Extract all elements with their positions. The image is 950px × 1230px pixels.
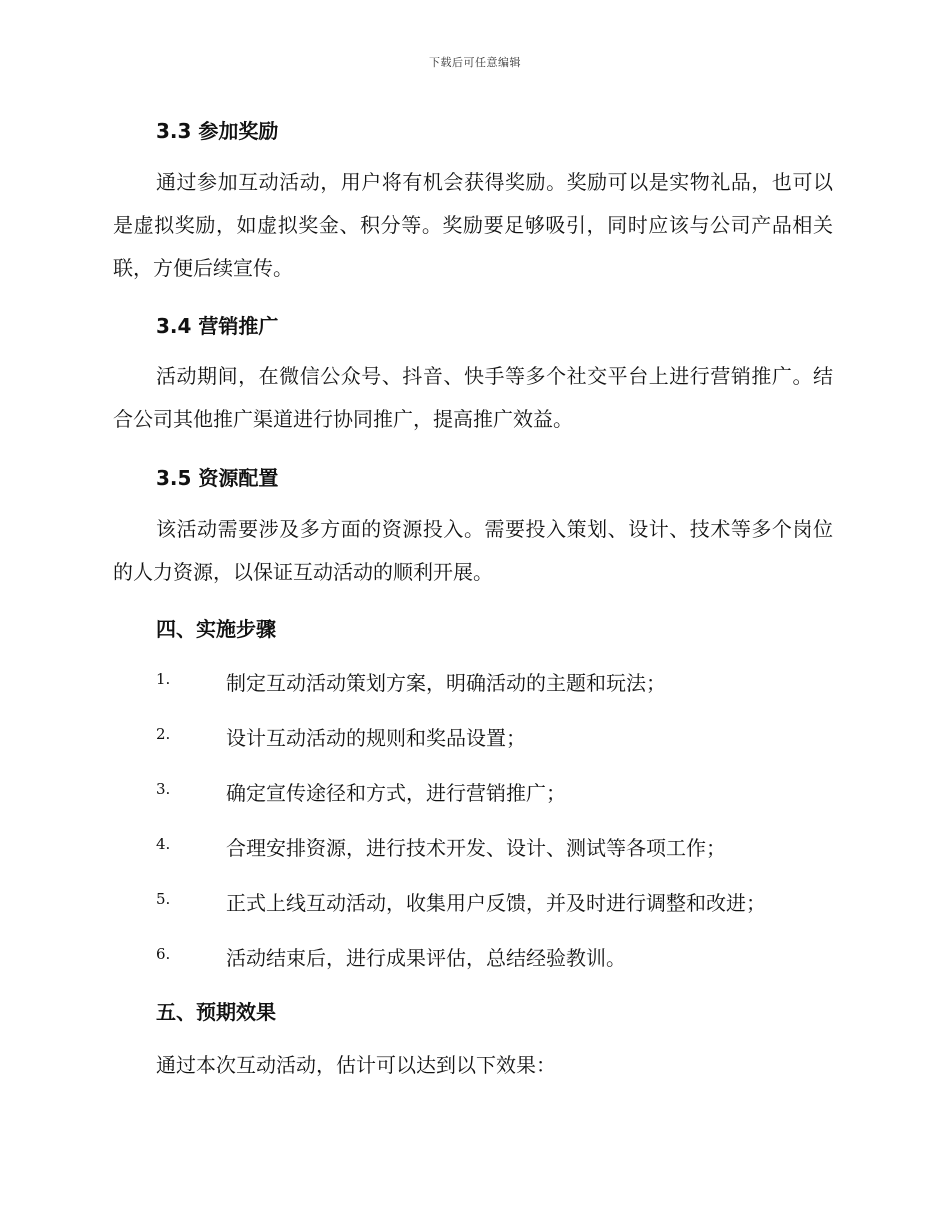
section-heading-3-5: 3.5 资源配置 (156, 466, 279, 490)
section-heading-5: 五、预期效果 (156, 1000, 276, 1024)
section-body-3-3: 通过参加互动活动，用户将有机会获得奖励。奖励可以是实物礼品，也可以是虚拟奖励，如虚拟奖金、积分等。奖励要足够吸引，同时应该与公司产品相关联，方便后续宣传。 (113, 170, 833, 280)
section-heading-3-3: 3.3 参加奖励 (156, 119, 279, 143)
section-heading-4: 四、实施步骤 (156, 617, 276, 641)
list-item-text: 活动结束后，进行成果评估，总结经验教训。 (226, 946, 626, 970)
list-item-text: 制定互动活动策划方案，明确活动的主题和玩法； (226, 671, 666, 695)
list-item (156, 777, 836, 807)
list-item-number: 5. (156, 890, 171, 908)
list-item-number: 6. (156, 945, 171, 963)
list-item (156, 722, 836, 752)
list-item-number: 2. (156, 725, 171, 743)
list-item (156, 942, 836, 972)
section-body-5: 通过本次互动活动，估计可以达到以下效果： (156, 1053, 556, 1077)
list-item-number: 3. (156, 780, 171, 798)
list-item-text: 设计互动活动的规则和奖品设置； (226, 726, 526, 750)
list-item-text: 确定宣传途径和方式，进行营销推广； (226, 781, 566, 805)
section-body-3-5: 该活动需要涉及多方面的资源投入。需要投入策划、设计、技术等多个岗位的人力资源，以保证互动活动的顺利开展。 (113, 517, 833, 584)
list-item (156, 887, 836, 917)
section-body-3-4: 活动期间，在微信公众号、抖音、快手等多个社交平台上进行营销推广。结合公司其他推广渠道进行协同推广，提高推广效益。 (113, 364, 833, 431)
list-item-number: 1. (156, 670, 171, 688)
list-item-text: 正式上线互动活动，收集用户反馈，并及时进行调整和改进； (226, 891, 766, 915)
page-header: 下载后可任意编辑 (429, 56, 521, 69)
list-item-text: 合理安排资源，进行技术开发、设计、测试等各项工作； (226, 836, 726, 860)
list-item-number: 4. (156, 835, 171, 853)
section-heading-3-4: 3.4 营销推广 (156, 314, 279, 338)
list-item (156, 832, 836, 862)
list-item (156, 667, 836, 697)
